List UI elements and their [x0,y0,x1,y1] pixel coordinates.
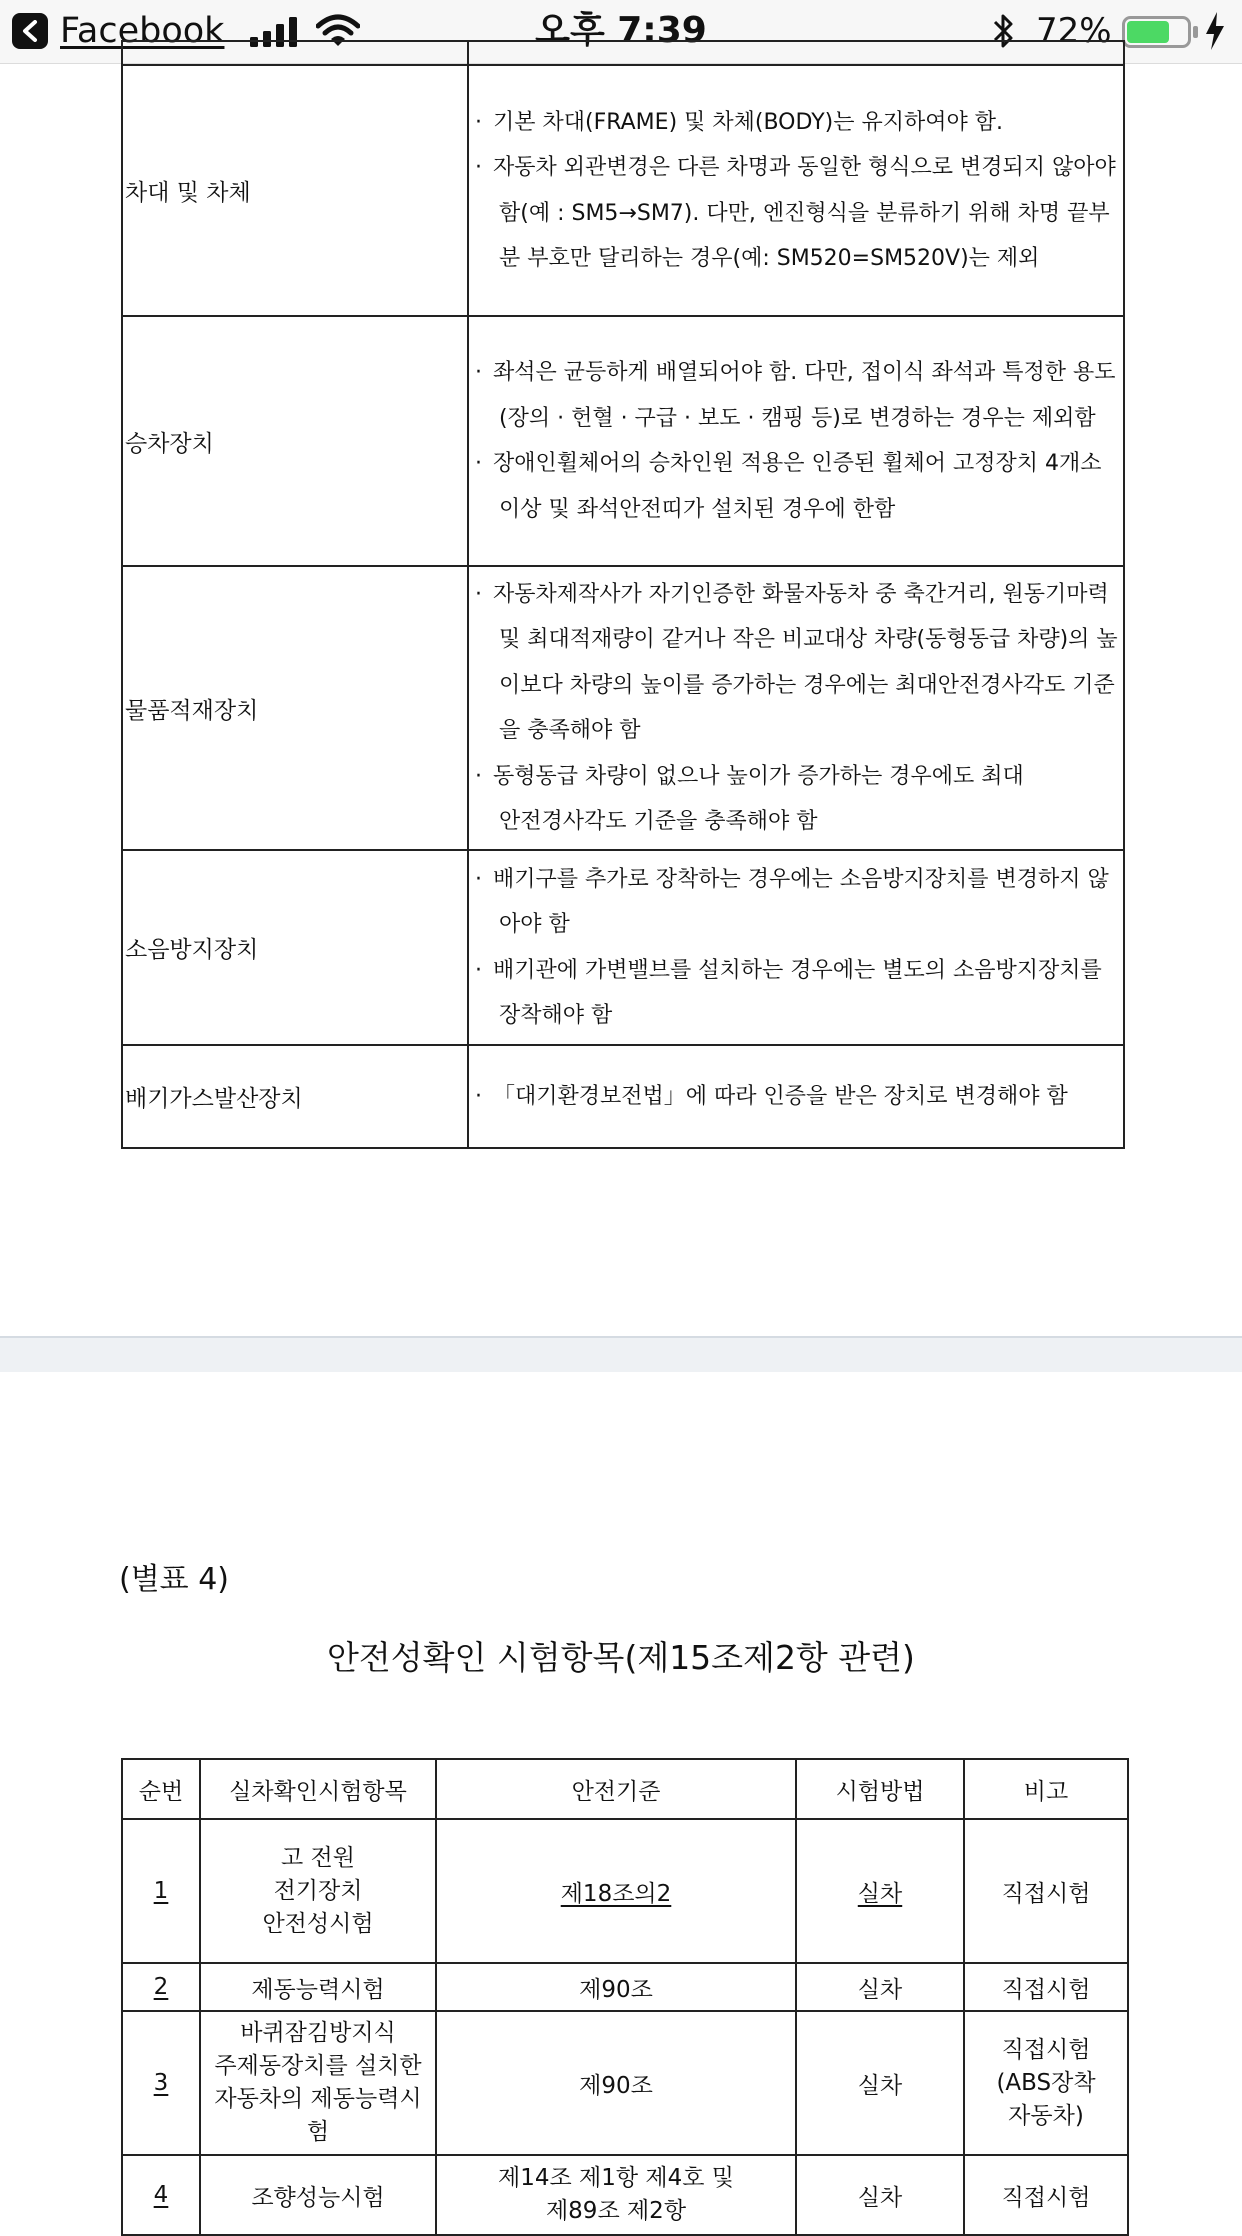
header-standard: 안전기준 [436,1759,796,1819]
back-to-app-link[interactable]: Facebook [60,11,225,51]
list-item: · 자동차제작사가 자기인증한 화물자동차 중 축간거리, 원동기마력 및 최대적재량이 같거나 작은 비교대상 차량(동형동급 차량)의 높이보다 차량의 높이를 증가하는 경우에는 최대안전경사각도 기준을 충족해야 함 [475,581,1118,743]
test-item-cell: 제동능력시험 [200,1963,436,2011]
note-cell: 직접시험 (ABS장착 자동차) [964,2011,1128,2155]
status-time: 오후 7:39 [535,10,707,51]
battery-percentage: 72% [1036,11,1112,51]
table-row [122,566,1124,850]
standard-cell: 제90조 [436,1963,796,2011]
method-cell: 실차 [796,1963,964,2011]
table-row [122,850,1124,1045]
table-header-row [122,1759,1128,1819]
requirements-cell [468,316,1124,566]
document-page-1 [0,64,1242,1336]
header-note: 비고 [964,1759,1128,1819]
table-title: 안전성확인 시험항목(제15조제2항 관련) [327,1638,915,1677]
table-row [122,2155,1128,2235]
table-row [122,1045,1124,1148]
page-separator [0,1336,1242,1374]
row-number-link[interactable]: 4 [122,2155,200,2235]
item-cell: 배기가스발산장치 [122,1045,468,1148]
standard-link[interactable]: 제18조의2 [436,1819,796,1963]
item-cell: 소음방지장치 [122,850,468,1045]
method-cell: 실차 [796,2155,964,2235]
item-cell: 물품적재장치 [122,566,468,850]
note-cell: 직접시험 [964,1819,1128,1963]
requirements-cell [468,1045,1124,1148]
charging-bolt-icon [1204,11,1226,51]
requirements-cell [468,65,1124,316]
list-item: · 장애인휠체어의 승차인원 적용은 인증된 휠체어 고정장치 4개소이상 및 좌석안전띠가 설치된 경우에 한함 [475,451,1102,522]
standard-cell: 제14조 제1항 제4호 및 제89조 제2항 [436,2155,796,2235]
list-item: · 자동차 외관변경은 다른 차명과 동일한 형식으로 변경되지 않아야 함(예 : SM5→SM7). 다만, 엔진형식을 분류하기 위해 차명 끝부분 부호만 달리하는 경우(예: SM520=SM520V)는 제외 [475,155,1116,271]
method-link[interactable]: 실차 [796,1819,964,1963]
list-item: · 기본 차대(FRAME) 및 차체(BODY)는 유지하여야 함. [475,109,1003,135]
note-cell: 직접시험 [964,2155,1128,2235]
test-item-cell: 고 전원 전기장치 안전성시험 [200,1819,436,1963]
row-number-link[interactable]: 3 [122,2011,200,2155]
row-number-link[interactable]: 2 [122,1963,200,2011]
battery-icon [1122,16,1200,48]
test-items-table [121,1758,1129,2236]
header-method: 시험방법 [796,1759,964,1819]
header-test-item: 실차확인시험항목 [200,1759,436,1819]
table-row [122,65,1124,316]
item-cell: 승차장치 [122,316,468,566]
test-item-cell: 바퀴잠김방지식 주제동장치를 설치한 자동차의 제동능력시험 [200,2011,436,2155]
table-row [122,1963,1128,2011]
note-cell: 직접시험 [964,1963,1128,2011]
list-item: · 좌석은 균등하게 배열되어야 함. 다만, 접이식 좌석과 특정한 용도(장의 · 헌혈 · 구급 · 보도 · 캠핑 등)로 변경하는 경우는 제외함 [475,360,1116,431]
row-number-link[interactable]: 1 [122,1819,200,1963]
battery-level [1127,21,1169,43]
table-row-previous [122,41,1124,65]
requirements-table [121,40,1125,1149]
list-item: · 배기관에 가변밸브를 설치하는 경우에는 별도의 소음방지장치를 장착해야 함 [475,957,1102,1028]
table-row [122,1819,1128,1963]
standard-cell: 제90조 [436,2011,796,2155]
list-item: · 「대기환경보전법」에 따라 인증을 받은 장치로 변경해야 함 [475,1083,1068,1109]
header-no: 순번 [122,1759,200,1819]
table-row [122,2011,1128,2155]
attachment-number: (별표 4) [119,1562,229,1597]
list-item: · 동형동급 차량이 없으나 높이가 증가하는 경우에도 최대안전경사각도 기준을 충족해야 함 [475,763,1024,834]
list-item: · 배기구를 추가로 장착하는 경우에는 소음방지장치를 변경하지 않아야 함 [475,866,1109,937]
table-row [122,316,1124,566]
test-item-cell: 조향성능시험 [200,2155,436,2235]
document-page-2 [0,1372,1242,2224]
item-cell: 차대 및 차체 [122,65,468,316]
method-cell: 실차 [796,2011,964,2155]
requirements-cell [468,566,1124,850]
requirements-cell [468,850,1124,1045]
